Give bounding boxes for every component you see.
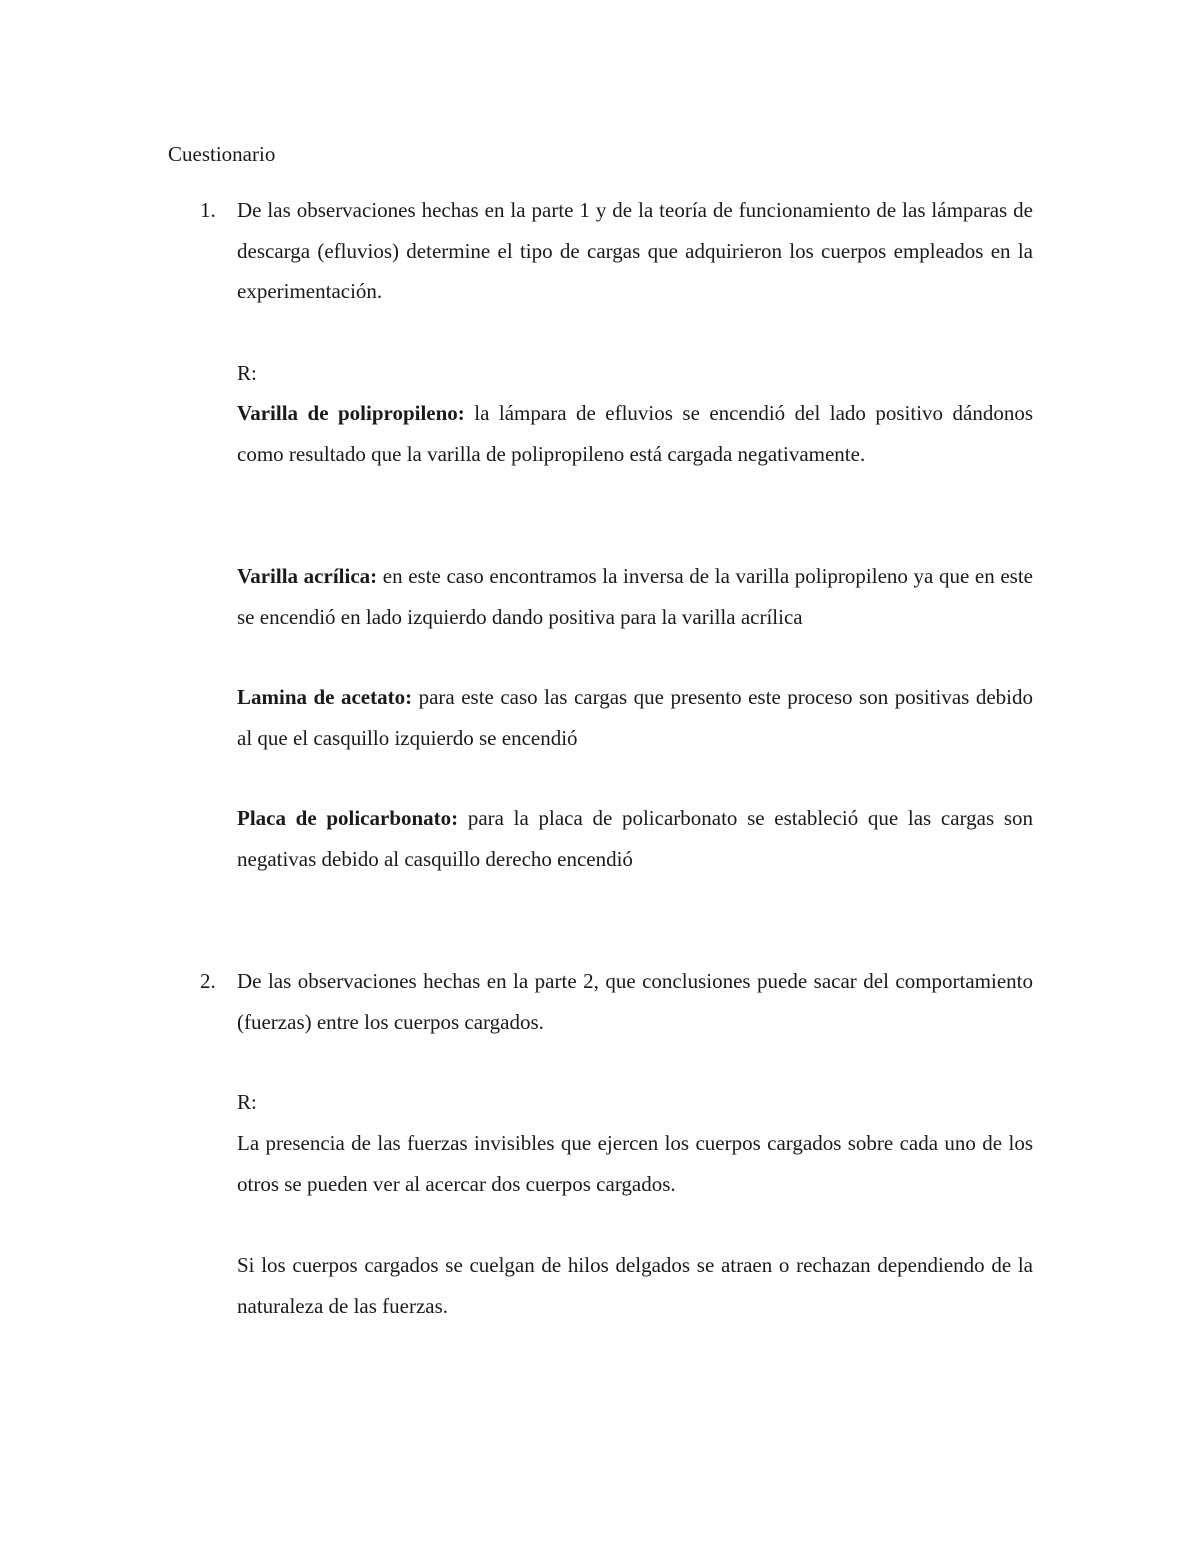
answer-acetato-term: Lamina de acetato:	[237, 685, 413, 709]
question-1-text: De las observaciones hechas en la parte 1 y de la teoría de funcionamiento de las lámparas de descarga (efluvios) determine el tipo de cargas que adquirieron los cuerpos empleados en la experimentación.	[237, 198, 1033, 303]
document-title: Cuestionario	[168, 142, 276, 166]
question-2-answer-label: R:	[237, 1090, 257, 1114]
question-2-paragraph-1: La presencia de las fuerzas invisibles que ejercen los cuerpos cargados sobre cada uno de los otros se pueden ver al acercar dos cuerpos cargados.	[237, 1131, 1033, 1196]
question-1-number: 1.	[200, 198, 216, 222]
answer-acetato	[237, 677, 1033, 758]
question-2-paragraph-2: Si los cuerpos cargados se cuelgan de hilos delgados se atraen o rechazan dependiendo de la naturaleza de las fuerzas.	[237, 1253, 1033, 1318]
question-2-number: 2.	[200, 969, 216, 993]
answer-polipropileno	[237, 393, 1033, 474]
answer-acrilica-text: en este caso encontramos la inversa de la varilla polipropileno ya que en este se encendió en lado izquierdo dando positiva para la varilla acrílica	[237, 564, 1033, 629]
question-2-text: De las observaciones hechas en la parte 2, que conclusiones puede sacar del comportamiento (fuerzas) entre los cuerpos cargados.	[237, 969, 1033, 1034]
answer-acrilica	[237, 556, 1033, 637]
answer-acetato-text: para este caso las cargas que presento este proceso son positivas debido al que el casquillo izquierdo se encendió	[237, 685, 1033, 750]
answer-polipropileno-term: Varilla de polipropileno:	[237, 401, 465, 425]
answer-policarbonato-text: para la placa de policarbonato se estableció que las cargas son negativas debido al casquillo derecho encendió	[237, 806, 1033, 871]
answer-acrilica-term: Varilla acrílica:	[237, 564, 378, 588]
answer-policarbonato-term: Placa de policarbonato:	[237, 806, 459, 830]
answer-policarbonato	[237, 798, 1033, 879]
question-1-answer-label: R:	[237, 361, 257, 385]
answer-polipropileno-text: la lámpara de efluvios se encendió del lado positivo dándonos como resultado que la varilla de polipropileno está cargada negativamente.	[237, 401, 1033, 466]
